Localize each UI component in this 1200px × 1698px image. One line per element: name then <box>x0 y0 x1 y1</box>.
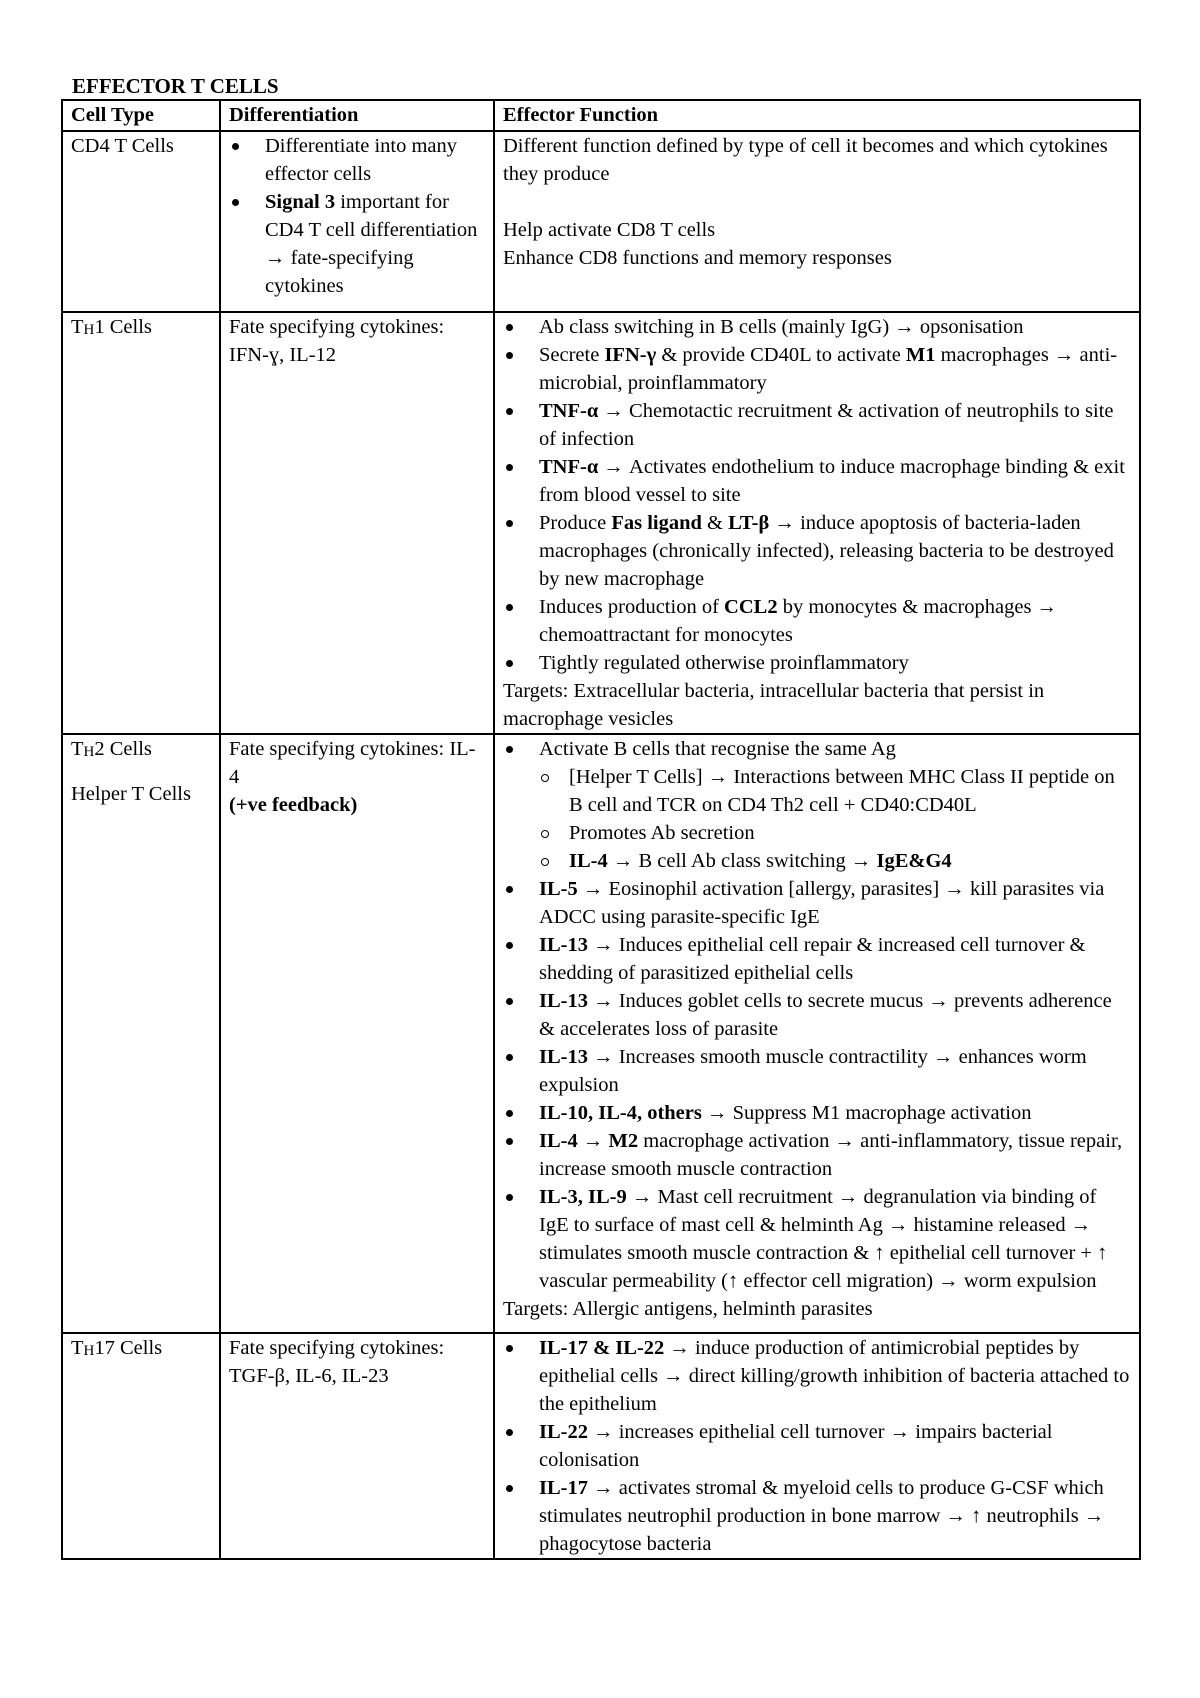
effector-text: Help activate CD8 T cells <box>503 219 716 241</box>
cell-type-label: TH1 Cells <box>71 316 152 338</box>
list-item <box>503 341 1131 397</box>
list-item <box>503 313 1131 341</box>
list-item <box>503 1099 1131 1127</box>
differentiation-text: Fate specifying cytokines: IFN-ɣ, IL-12 <box>229 316 445 366</box>
spacer <box>503 188 1131 216</box>
effector-list <box>503 735 1131 1295</box>
list-item <box>503 1334 1131 1418</box>
list-item <box>503 509 1131 593</box>
effector-list <box>503 1334 1131 1558</box>
header-differentiation: Differentiation <box>220 100 494 131</box>
differentiation-text: Fate specifying cytokines: TGF-β, IL-6, IL-23 <box>229 1337 445 1387</box>
list-item-text: Induces production of CCL2 by monocytes & macrophages → chemoattractant for monocytes <box>539 596 1058 646</box>
table-row <box>62 1333 1140 1559</box>
differentiation-cell <box>220 734 494 1333</box>
list-item-text: IL-13 → Increases smooth muscle contractility → enhances worm expulsion <box>539 1046 1087 1096</box>
effector-function-cell <box>494 312 1140 734</box>
table-row <box>62 131 1140 312</box>
list-item-text: IL-22 → increases epithelial cell turnover → impairs bacterial colonisation <box>539 1421 1053 1471</box>
sub-list-item: Promotes Ab secretion <box>539 819 1131 847</box>
list-item-text: Produce Fas ligand & LT-β → induce apoptosis of bacteria-laden macrophages (chronically infected), releasing bacteria to be destroyed by new macrophage <box>539 512 1114 590</box>
list-item <box>503 1418 1131 1474</box>
list-item <box>503 593 1131 649</box>
list-item-text: IL-17 & IL-22 → induce production of antimicrobial peptides by epithelial cells → direct killing/growth inhibition of bacteria attached to the epithelium <box>539 1337 1130 1415</box>
sub-list-item: IL-4 → B cell Ab class switching → IgE&G4 <box>539 847 1131 875</box>
effector-text: Enhance CD8 functions and memory responses <box>503 247 892 269</box>
cell-type-cell <box>62 1333 220 1559</box>
targets-text: Targets: Allergic antigens, helminth parasites <box>503 1298 873 1320</box>
list-item <box>503 735 1131 875</box>
table-row <box>62 312 1140 734</box>
list-item <box>503 987 1131 1043</box>
header-cell-type: Cell Type <box>62 100 220 131</box>
list-item <box>503 1127 1131 1183</box>
list-item-text: Tightly regulated otherwise proinflammatory <box>539 652 909 674</box>
list-item-text: Secrete IFN-γ & provide CD40L to activate M1 macrophages → anti-microbial, proinflammatory <box>539 344 1118 394</box>
list-item <box>503 931 1131 987</box>
list-item <box>503 397 1131 453</box>
list-item <box>503 1183 1131 1295</box>
list-item-text: Activate B cells that recognise the same Ag <box>539 738 896 760</box>
cell-type-label: CD4 T Cells <box>71 135 174 157</box>
document-title: EFFECTOR T CELLS <box>72 74 279 98</box>
list-item <box>503 453 1131 509</box>
list-item-text: IL-4 → M2 macrophage activation → anti-inflammatory, tissue repair, increase smooth muscle contraction <box>539 1130 1123 1180</box>
effector-t-cells-table <box>61 99 1141 1560</box>
cell-type-label: TH2 Cells <box>71 738 152 760</box>
cell-type-cell <box>62 312 220 734</box>
list-item-text: IL-5 → Eosinophil activation [allergy, parasites] → kill parasites via ADCC using parasite-specific IgE <box>539 878 1105 928</box>
cell-type-label: TH17 Cells <box>71 1337 163 1359</box>
list-item <box>503 1474 1131 1558</box>
list-item <box>503 875 1131 931</box>
list-item-text: IL-3, IL-9 → Mast cell recruitment → degranulation via binding of IgE to surface of mast cell & helminth Ag → histamine released → stimulates smooth muscle contraction & ↑ epithelial cell turnover + ↑ vascular permeability (↑ effector cell migration) → worm expulsion <box>539 1186 1108 1292</box>
effector-text: Different function defined by type of cell it becomes and which cytokines they produce <box>503 135 1108 185</box>
list-item-text: IL-17 → activates stromal & myeloid cells to produce G-CSF which stimulates neutrophil production in bone marrow → ↑ neutrophils → phagocytose bacteria <box>539 1477 1105 1555</box>
cell-type-sublabel: Helper T Cells <box>71 783 191 805</box>
differentiation-cell <box>220 131 494 312</box>
list-item-text: TNF-α → Chemotactic recruitment & activation of neutrophils to site of infection <box>539 400 1114 450</box>
list-item-text: TNF-α → Activates endothelium to induce macrophage binding & exit from blood vessel to site <box>539 456 1125 506</box>
effector-list <box>503 313 1131 677</box>
sub-list-item: [Helper T Cells] → Interactions between MHC Class II peptide on B cell and TCR on CD4 Th2 cell + CD40:CD40L <box>539 763 1131 819</box>
targets-text: Targets: Extracellular bacteria, intracellular bacteria that persist in macrophage vesicles <box>503 680 1045 730</box>
list-item-text: IL-13 → Induces epithelial cell repair & increased cell turnover & shedding of parasitized epithelial cells <box>539 934 1086 984</box>
differentiation-cell <box>220 1333 494 1559</box>
spacer <box>71 766 211 780</box>
effector-function-cell <box>494 1333 1140 1559</box>
list-item: Differentiate into many effector cells <box>229 132 485 188</box>
differentiation-list <box>229 132 485 300</box>
list-item-text: Ab class switching in B cells (mainly IgG) → opsonisation <box>539 316 1024 338</box>
list-item: Signal 3 important for CD4 T cell differentiation → fate-specifying cytokines <box>229 188 485 300</box>
effector-function-cell <box>494 131 1140 312</box>
differentiation-cell <box>220 312 494 734</box>
header-effector-function: Effector Function <box>494 100 1140 131</box>
sub-list <box>539 763 1131 875</box>
table-row <box>62 734 1140 1333</box>
list-item-text: IL-10, IL-4, others → Suppress M1 macrophage activation <box>539 1102 1032 1124</box>
list-item-text: IL-13 → Induces goblet cells to secrete mucus → prevents adherence & accelerates loss of parasite <box>539 990 1112 1040</box>
table-header-row <box>62 100 1140 131</box>
effector-function-cell <box>494 734 1140 1333</box>
cell-type-cell <box>62 131 220 312</box>
differentiation-note: (+ve feedback) <box>229 794 358 816</box>
list-item <box>503 1043 1131 1099</box>
cell-type-cell <box>62 734 220 1333</box>
list-item <box>503 649 1131 677</box>
differentiation-text: Fate specifying cytokines: IL-4 <box>229 738 476 788</box>
